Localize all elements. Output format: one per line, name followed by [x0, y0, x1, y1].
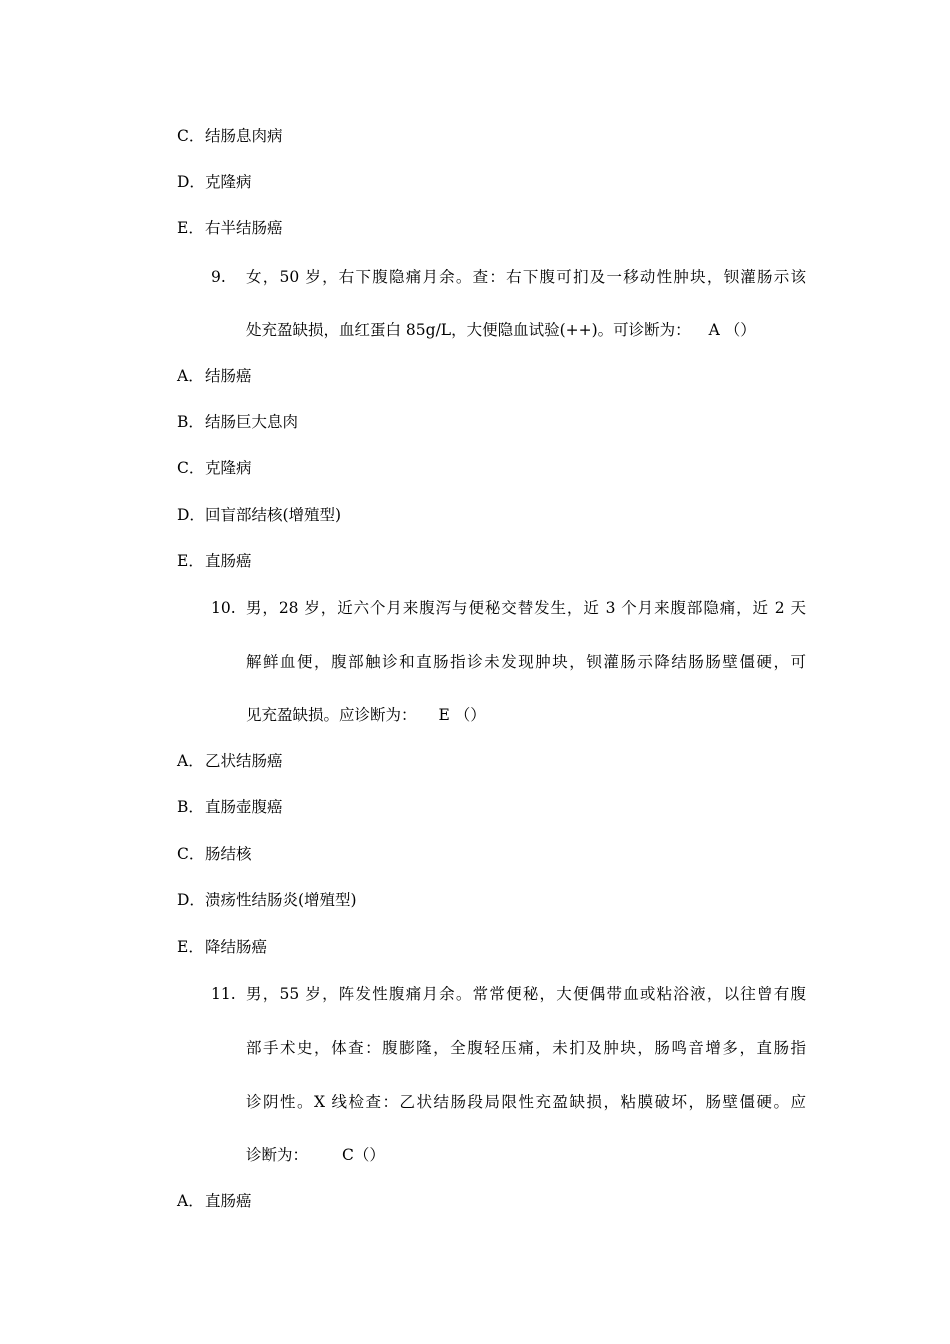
option-text: 结肠癌 — [205, 367, 252, 385]
option-letter: E． — [177, 938, 204, 956]
option-letter: C． — [177, 127, 205, 145]
question-text-line: 诊阴性。X 线检查：乙状结肠段局限性充盈缺损，粘膜破坏，肠壁僵硬。应 — [246, 1093, 806, 1111]
question-text-line: 男，55 岁，阵发性腹痛月余。常常便秘，大便偶带血或粘浴液，以往曾有腹 — [246, 985, 806, 1003]
option-letter: C． — [177, 845, 205, 863]
answer-key: A （） — [708, 321, 756, 339]
option-letter: D． — [177, 173, 205, 191]
option-letter: A． — [177, 752, 204, 770]
option-letter: A． — [177, 367, 204, 385]
question-text-line — [246, 705, 806, 725]
option-letter: C． — [177, 459, 205, 477]
option-b — [177, 797, 283, 817]
option-a — [177, 1191, 252, 1211]
question-text-line: 解鲜血便，腹部触诊和直肠指诊未发现肿块，钡灌肠示降结肠肠壁僵硬，可 — [246, 653, 806, 671]
option-text: 克隆病 — [205, 173, 252, 191]
option-text: 右半结肠癌 — [205, 219, 283, 237]
question-text-line: 女，50 岁，右下腹隐痛月余。查：右下腹可扪及一移动性肿块，钡灌肠示该 — [246, 268, 806, 286]
option-text: 结肠息肉病 — [205, 127, 283, 145]
option-d — [177, 172, 252, 192]
question-text-segment: 见充盈缺损。应诊断为： — [246, 706, 417, 724]
option-letter: B． — [177, 798, 204, 816]
option-e — [177, 551, 252, 571]
option-letter: B． — [177, 413, 204, 431]
option-letter: A． — [177, 1192, 204, 1210]
option-text: 肠结核 — [205, 845, 252, 863]
option-text: 直肠壶腹癌 — [205, 798, 283, 816]
question-number: 11. — [211, 985, 236, 1003]
option-letter: D． — [177, 506, 205, 524]
question-number: 9. — [211, 268, 226, 286]
option-text: 溃疡性结肠炎(增殖型) — [205, 891, 357, 909]
question-text-line — [246, 1145, 806, 1165]
option-c — [177, 458, 252, 478]
option-a — [177, 366, 252, 386]
option-text: 直肠癌 — [205, 1192, 252, 1210]
option-text: 回盲部结核(增殖型) — [205, 506, 342, 524]
question-text-line — [246, 320, 806, 340]
option-text: 乙状结肠癌 — [205, 752, 283, 770]
answer-key: E （） — [438, 706, 486, 724]
question-number: 10. — [211, 599, 236, 617]
option-letter: E． — [177, 552, 204, 570]
option-d — [177, 890, 357, 910]
question-text-segment: 处充盈缺损，血红蛋白 85g/L，大便隐血试验(++)。可诊断为： — [246, 321, 691, 339]
option-c — [177, 844, 252, 864]
option-letter: E． — [177, 219, 204, 237]
option-e — [177, 937, 267, 957]
question-text-line: 部手术史，体查：腹膨隆，全腹轻压痛，未扪及肿块，肠鸣音增多，直肠指 — [246, 1039, 806, 1057]
option-c — [177, 126, 283, 146]
option-letter: D． — [177, 891, 205, 909]
option-text: 直肠癌 — [205, 552, 252, 570]
option-text: 结肠巨大息肉 — [205, 413, 299, 431]
option-text: 克隆病 — [205, 459, 252, 477]
question-text-segment: 诊断为： — [246, 1146, 309, 1164]
option-b — [177, 412, 298, 432]
answer-key: C（） — [342, 1146, 385, 1164]
question-text-line: 男，28 岁，近六个月来腹泻与便秘交替发生，近 3 个月来腹部隐痛，近 2 天 — [246, 599, 806, 617]
option-e — [177, 218, 283, 238]
option-a — [177, 751, 283, 771]
option-text: 降结肠癌 — [205, 938, 268, 956]
option-d — [177, 505, 341, 525]
